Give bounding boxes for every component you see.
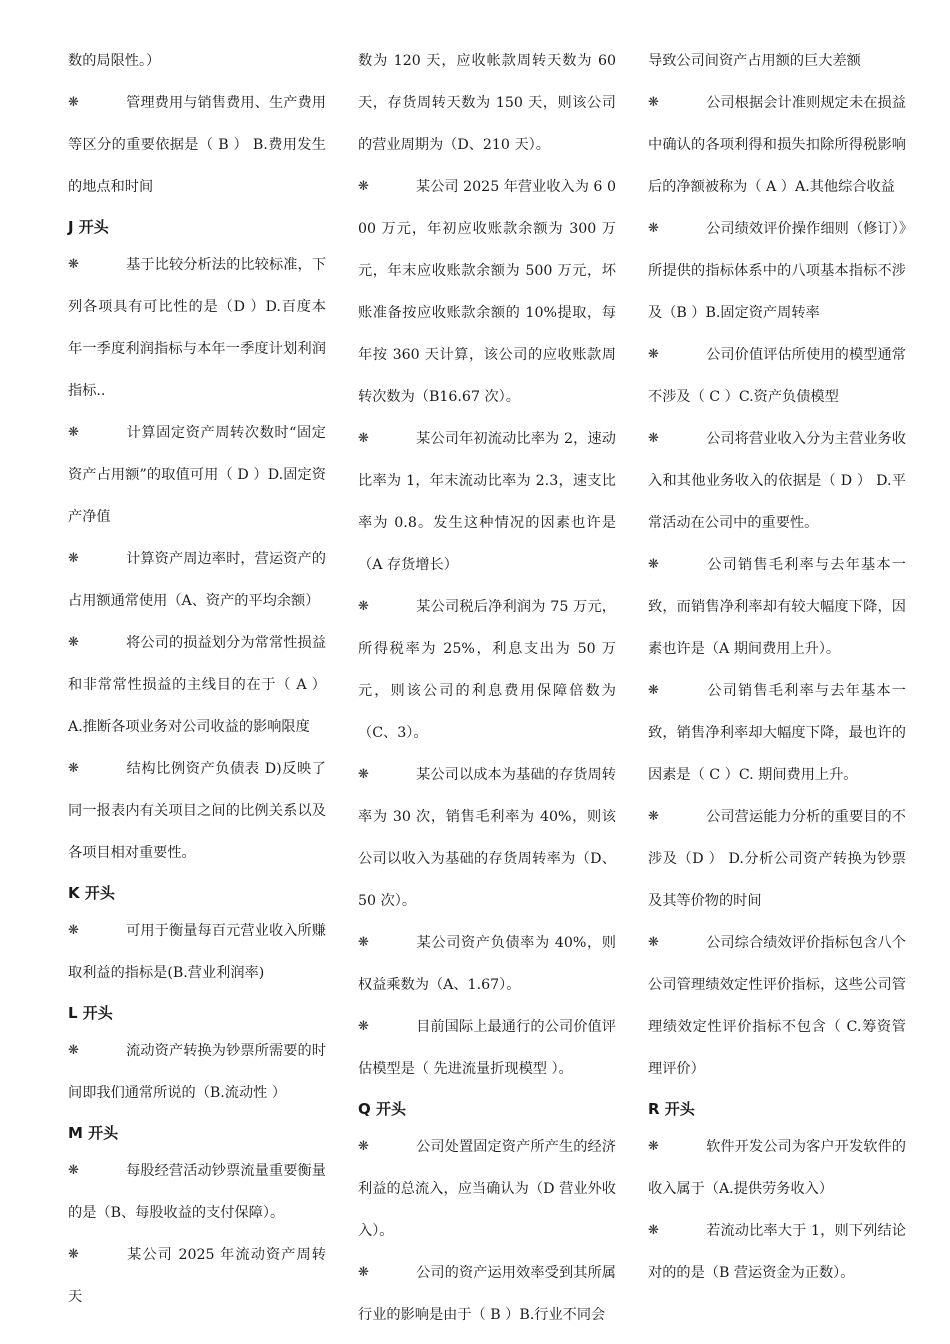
list-item: ❋ 若流动比率大于 1，则下列结论对的的是（B 营运资金为正数）。 — [648, 1210, 906, 1294]
list-item: ❋ 公司综合绩效评价指标包含八个公司管理绩效定性评价指标，这些公司管理绩效定性评价指标不包含（ C.筹资管理评价） — [648, 922, 906, 1090]
list-item: ❋ 某公司以成本为基础的存货周转率为 30 次，销售毛利率为 40%，则该公司以收入为基础的存货周转率为（D、50 次）。 — [358, 754, 616, 922]
list-item: ❋ 某公司 2025 年营业收入为 6 000 万元，年初应收账款余额为 300 万元，年末应收账款余额为 500 万元，坏账准备按应收账款余额的 10%提取，每年按 360 天计算，该公司的应收账款周转次数为（B16.67 次）。 — [358, 166, 616, 418]
bullet-icon: ❋ — [68, 761, 79, 776]
list-item: ❋ 某公司税后净利润为 75 万元，所得税率为 25%，利息支出为 50 万元，则该公司的利息费用保障倍数为（C、3）。 — [358, 586, 616, 754]
list-item: ❋ 将公司的损益划分为常常性损益和非常常性损益的主线目的在于（ A ）A.推断各项业务对公司收益的影响限度 — [68, 622, 326, 748]
bullet-icon: ❋ — [648, 431, 659, 446]
bullet-icon: ❋ — [358, 767, 369, 782]
paragraph: 数为 120 天，应收帐款周转天数为 60 天，存货周转天数为 150 天，则该公司的营业周期为（D、210 天）。 — [358, 53, 616, 153]
bullet-icon: ❋ — [358, 1019, 369, 1034]
list-item: ❋ 某公司年初流动比率为 2，速动比率为 1，年末流动比率为 2.3，速支比率为 0.8。发生这种情况的因素也许是（A 存货增长） — [358, 418, 616, 586]
column-left — [68, 40, 326, 1318]
bullet-icon: ❋ — [68, 635, 79, 650]
bullet-icon: ❋ — [358, 1139, 369, 1154]
bullet-icon: ❋ — [358, 599, 369, 614]
bullet-icon: ❋ — [648, 557, 659, 572]
list-item: ❋ 结构比例资产负债表 D)反映了同一报表内有关项目之间的比例关系以及各项目相对重要性。 — [68, 748, 326, 874]
bullet-icon: ❋ — [68, 923, 79, 938]
bullet-icon: ❋ — [68, 1247, 79, 1262]
bullet-icon: ❋ — [648, 1223, 659, 1238]
paragraph: 导致公司间资产占用额的巨大差额 — [648, 53, 861, 69]
list-item: ❋ 每股经营活动钞票流量重要衡量的是（B、每股收益的支付保障）。 — [68, 1150, 326, 1234]
section-heading-j: J 开头 — [68, 218, 109, 236]
list-item: ❋ 公司根据会计准则规定未在损益中确认的各项利得和损失扣除所得税影响后的净额被称为（ A ）A.其他综合收益 — [648, 82, 906, 208]
bullet-icon: ❋ — [648, 809, 659, 824]
bullet-icon: ❋ — [358, 179, 369, 194]
list-item: ❋ 公司的资产运用效率受到其所属行业的影响是由于（ B ）B.行业不同会 — [358, 1252, 616, 1336]
list-item: ❋ 计算固定资产周转次数时“固定资产占用额”的取值可用（ D ）D.固定资产净值 — [68, 412, 326, 538]
list-item: ❋ 目前国际上最通行的公司价值评估模型是（ 先进流量折现模型 ）。 — [358, 1006, 616, 1090]
list-item: ❋ 软件开发公司为客户开发软件的收入属于（A.提供劳务收入） — [648, 1126, 906, 1210]
list-item: ❋ 管理费用与销售费用、生产费用等区分的重要依据是（ B ） B.费用发生的地点和时间 — [68, 82, 326, 208]
section-heading-k: K 开头 — [68, 884, 115, 902]
section-heading-q: Q 开头 — [358, 1100, 406, 1118]
bullet-icon: ❋ — [68, 1043, 79, 1058]
bullet-icon: ❋ — [358, 1265, 369, 1280]
list-item: ❋ 公司价值评估所使用的模型通常不涉及（ C ）C.资产负债模型 — [648, 334, 906, 418]
list-item: ❋ 流动资产转换为钞票所需要的时间即我们通常所说的（B.流动性 ） — [68, 1030, 326, 1114]
bullet-icon: ❋ — [68, 1163, 79, 1178]
paragraph: 数的局限性。） — [68, 53, 161, 69]
bullet-icon: ❋ — [68, 95, 79, 110]
list-item: ❋ 某公司资产负债率为 40%，则权益乘数为（A、1.67）。 — [358, 922, 616, 1006]
list-item: ❋ 公司销售毛利率与去年基本一致，销售净利率却大幅度下降，最也许的因素是（ C ）C. 期间费用上升。 — [648, 670, 906, 796]
list-item: ❋ 公司绩效评价操作细则（修订）》所提供的指标体系中的八项基本指标不涉及（B ）B.固定资产周转率 — [648, 208, 906, 334]
bullet-icon: ❋ — [648, 95, 659, 110]
bullet-icon: ❋ — [648, 935, 659, 950]
list-item: ❋ 公司将营业收入分为主营业务收入和其他业务收入的依据是（ D ） D.平常活动在公司中的重要性。 — [648, 418, 906, 544]
bullet-icon: ❋ — [68, 551, 79, 566]
list-item: ❋ 某公司 2025 年流动资产周转天 — [68, 1234, 326, 1318]
section-heading-l: L 开头 — [68, 1004, 113, 1022]
list-item: ❋ 公司处置固定资产所产生的经济利益的总流入，应当确认为（D 营业外收入）。 — [358, 1126, 616, 1252]
bullet-icon: ❋ — [648, 347, 659, 362]
bullet-icon: ❋ — [68, 425, 79, 440]
bullet-icon: ❋ — [648, 221, 659, 236]
column-right — [648, 40, 906, 1294]
list-item: ❋ 基于比较分析法的比较标准，下列各项具有可比性的是（D ）D.百度本年一季度利润指标与本年一季度计划利润指标.. — [68, 244, 326, 412]
list-item: ❋ 计算资产周边率时，营运资产的占用额通常使用（A、资产的平均余额） — [68, 538, 326, 622]
list-item: ❋ 公司营运能力分析的重要目的不涉及（D ） D.分析公司资产转换为钞票及其等价物的时间 — [648, 796, 906, 922]
list-item: ❋ 公司销售毛利率与去年基本一致，而销售净利率却有较大幅度下降，因素也许是（A 期间费用上升）。 — [648, 544, 906, 670]
section-heading-m: M 开头 — [68, 1124, 119, 1142]
list-item: ❋ 可用于衡量每百元营业收入所赚取利益的指标是(B.营业利润率) — [68, 910, 326, 994]
bullet-icon: ❋ — [648, 683, 659, 698]
bullet-icon: ❋ — [68, 257, 79, 272]
bullet-icon: ❋ — [358, 431, 369, 446]
bullet-icon: ❋ — [648, 1139, 659, 1154]
bullet-icon: ❋ — [358, 935, 369, 950]
column-middle — [358, 40, 616, 1336]
section-heading-r: R 开头 — [648, 1100, 695, 1118]
